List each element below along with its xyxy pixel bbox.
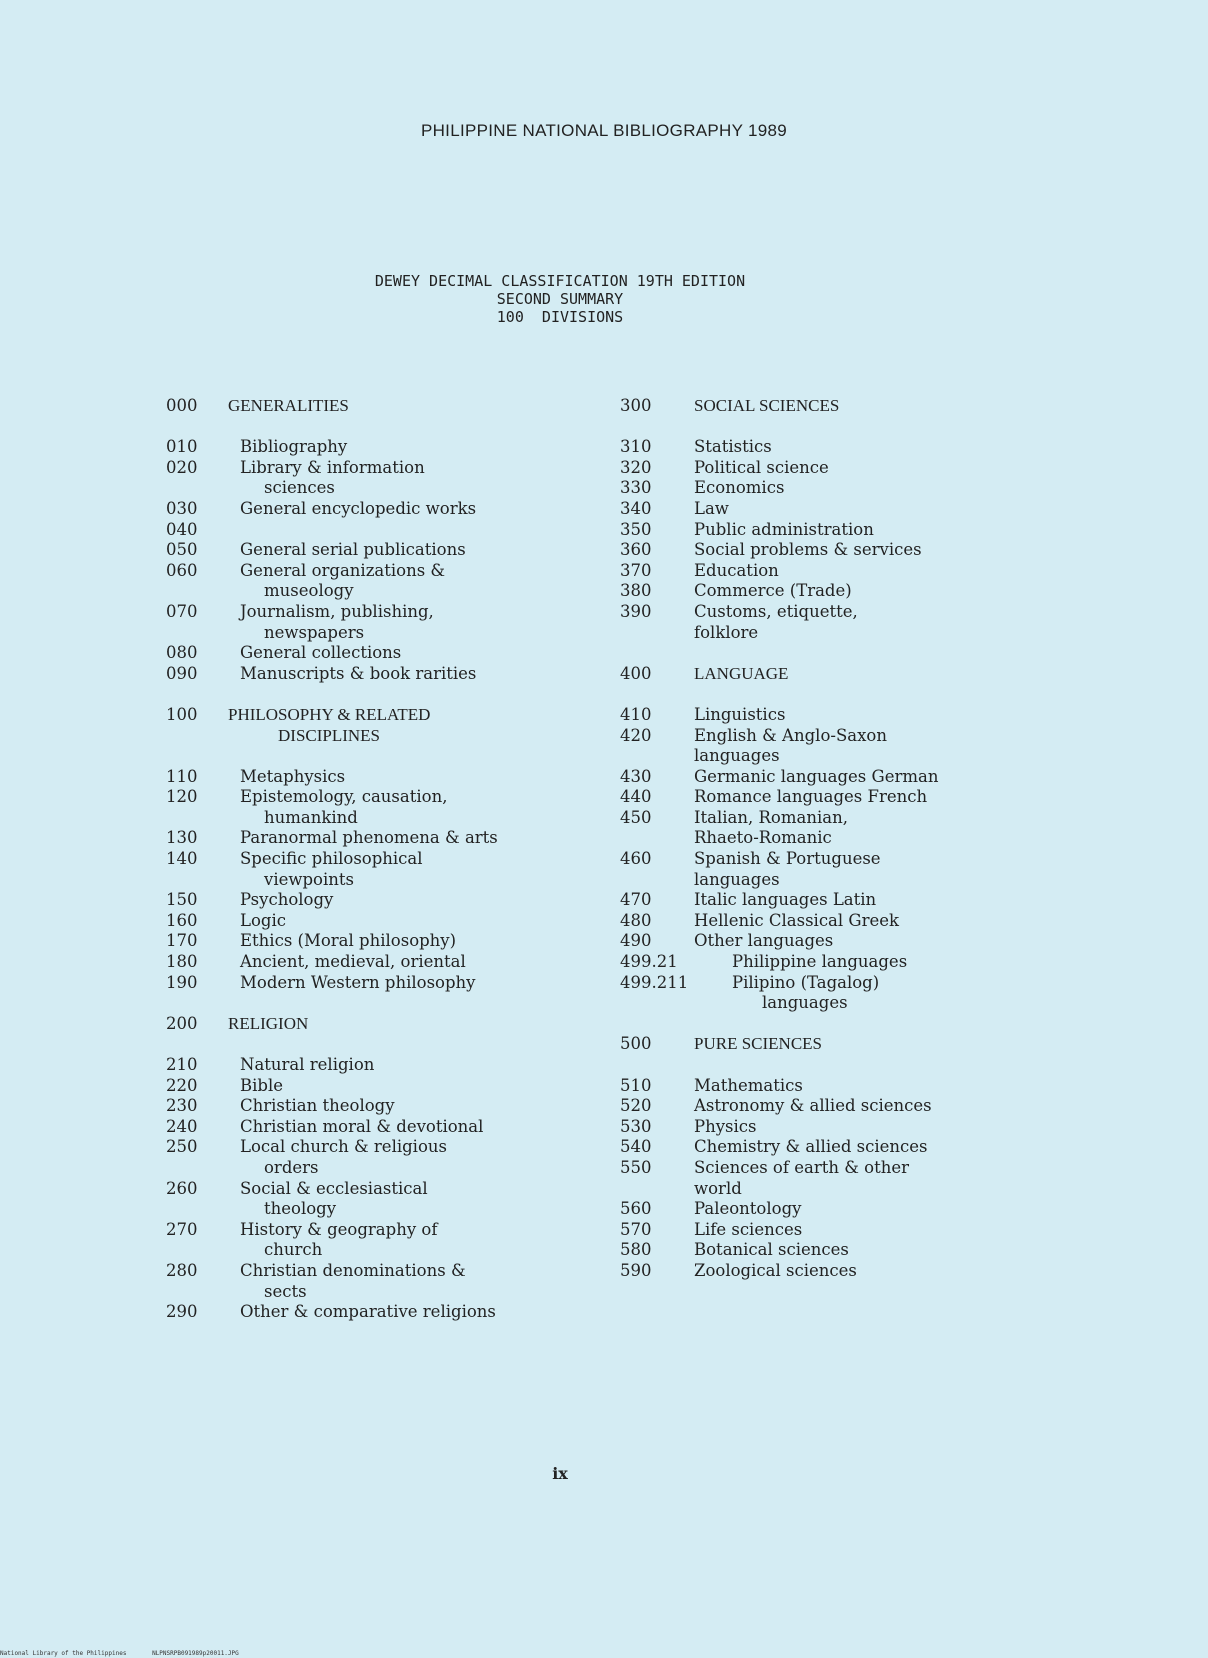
division-row xyxy=(620,1076,1040,1097)
division-text: Social problems & services xyxy=(694,540,922,560)
division-text: Manuscripts & book rarities xyxy=(240,663,477,683)
division-text: Spanish & Portuguese xyxy=(694,849,881,869)
class-number: 310 xyxy=(620,437,652,457)
division-row xyxy=(620,787,1040,808)
division-text: Law xyxy=(694,498,729,518)
spacer xyxy=(166,417,616,438)
division-text: Christian denominations & xyxy=(240,1260,466,1280)
class-number: 060 xyxy=(166,560,198,580)
division-text: Statistics xyxy=(694,437,772,457)
class-number: 520 xyxy=(620,1096,652,1116)
division-row xyxy=(166,643,616,664)
division-row xyxy=(620,1220,1040,1241)
division-row xyxy=(620,520,1040,541)
class-number: 380 xyxy=(620,581,652,601)
division-row xyxy=(620,1199,1040,1220)
division-row xyxy=(166,726,616,747)
class-number: 500 xyxy=(620,1034,652,1054)
division-text: Christian theology xyxy=(240,1096,395,1116)
class-number: 050 xyxy=(166,540,198,560)
scan-caption xyxy=(0,1650,261,1657)
division-text: Public administration xyxy=(694,519,874,539)
class-number: 530 xyxy=(620,1116,652,1136)
class-number: 190 xyxy=(166,972,198,992)
division-row xyxy=(166,787,616,808)
class-number: 480 xyxy=(620,910,652,930)
class-number: 030 xyxy=(166,498,198,518)
division-row xyxy=(166,1076,616,1097)
division-row xyxy=(620,931,1040,952)
division-text: Economics xyxy=(694,478,785,498)
class-number: 390 xyxy=(620,601,652,621)
division-row xyxy=(620,602,1040,623)
right-column xyxy=(620,396,1040,1282)
class-number: 330 xyxy=(620,478,652,498)
class-number: 170 xyxy=(166,931,198,951)
division-text: Local church & religious xyxy=(240,1137,447,1157)
division-row xyxy=(620,540,1040,561)
class-number: 000 xyxy=(166,396,198,415)
class-number: 280 xyxy=(166,1260,198,1280)
class-number: 230 xyxy=(166,1096,198,1116)
class-number: 290 xyxy=(166,1302,198,1322)
division-text: Paleontology xyxy=(694,1199,802,1219)
division-text-continued: sciences xyxy=(264,478,335,498)
subdivision-text-continued: languages xyxy=(762,993,848,1013)
class-number: 410 xyxy=(620,704,652,724)
division-text: English & Anglo-Saxon xyxy=(694,725,887,745)
division-row xyxy=(166,602,616,623)
division-text: Mathematics xyxy=(694,1075,803,1095)
class-number: 110 xyxy=(166,766,198,786)
class-number: 180 xyxy=(166,952,198,972)
division-row xyxy=(620,890,1040,911)
class-number: 490 xyxy=(620,931,652,951)
division-row xyxy=(620,1117,1040,1138)
division-row xyxy=(166,1220,616,1241)
division-text: Ethics (Moral philosophy) xyxy=(240,931,457,951)
division-text-continued: church xyxy=(264,1240,323,1260)
division-row xyxy=(620,499,1040,520)
division-text: Education xyxy=(694,560,779,580)
division-text: History & geography of xyxy=(240,1219,438,1239)
division-text: Zoological sciences xyxy=(694,1260,857,1280)
class-number: 510 xyxy=(620,1075,652,1095)
summary-subtitle: SECOND SUMMARY xyxy=(496,290,624,308)
scan-filename: NLPNSRPB091989p20011.JPG xyxy=(152,1650,239,1657)
division-row xyxy=(166,1261,616,1282)
spacer xyxy=(620,1055,1040,1076)
division-row xyxy=(166,767,616,788)
class-heading xyxy=(166,1014,616,1035)
class-number: 430 xyxy=(620,766,652,786)
class-number: 300 xyxy=(620,396,652,415)
page-header xyxy=(0,121,1208,141)
division-row xyxy=(620,911,1040,932)
division-text: Logic xyxy=(240,910,286,930)
class-number: 360 xyxy=(620,540,652,560)
class-number: 550 xyxy=(620,1157,652,1177)
class-number: 020 xyxy=(166,457,198,477)
spacer xyxy=(620,1014,1040,1035)
division-text: Other & comparative religions xyxy=(240,1302,496,1322)
class-number: 590 xyxy=(620,1260,652,1280)
division-row xyxy=(166,828,616,849)
class-number: 100 xyxy=(166,704,198,724)
class-number: 320 xyxy=(620,457,652,477)
left-column xyxy=(166,396,616,1323)
division-row xyxy=(166,1179,616,1200)
division-row xyxy=(166,499,616,520)
division-row xyxy=(620,581,1040,602)
division-row xyxy=(620,437,1040,458)
class-number: 460 xyxy=(620,849,652,869)
division-row xyxy=(620,849,1040,870)
division-row xyxy=(620,973,1040,994)
division-row xyxy=(166,540,616,561)
division-row xyxy=(620,623,1040,644)
class-number: 080 xyxy=(166,643,198,663)
division-text: Physics xyxy=(694,1116,757,1136)
class-number: 040 xyxy=(166,519,198,539)
division-row xyxy=(166,808,616,829)
division-text-continued: viewpoints xyxy=(264,869,354,889)
class-heading xyxy=(620,396,1040,417)
class-number: 210 xyxy=(166,1055,198,1074)
class-number: 090 xyxy=(166,663,198,683)
division-row xyxy=(166,1096,616,1117)
division-row xyxy=(620,1158,1040,1179)
class-number: 140 xyxy=(166,849,198,869)
class-heading xyxy=(620,1034,1040,1055)
division-row xyxy=(166,1055,616,1076)
class-heading xyxy=(166,705,616,726)
division-row xyxy=(620,870,1040,891)
division-text-continued: languages xyxy=(694,746,780,766)
division-text: Astronomy & allied sciences xyxy=(694,1096,932,1116)
division-text: Life sciences xyxy=(694,1219,803,1239)
division-text: General serial publications xyxy=(240,540,466,560)
division-row xyxy=(620,808,1040,829)
division-text: Chemistry & allied sciences xyxy=(694,1137,928,1157)
division-text: Sciences of earth & other xyxy=(694,1157,909,1177)
division-text: Metaphysics xyxy=(240,766,346,786)
division-text-continued: museology xyxy=(264,581,354,601)
division-text-continued: newspapers xyxy=(264,622,365,642)
class-number: 580 xyxy=(620,1240,652,1260)
spacer xyxy=(166,746,616,767)
division-text-continued: languages xyxy=(694,869,780,889)
division-text: Commerce (Trade) xyxy=(694,581,852,601)
subdivision-text: Philippine languages xyxy=(732,952,908,972)
division-text-continued: Rhaeto-Romanic xyxy=(694,828,832,848)
division-row xyxy=(166,1117,616,1138)
division-text-continued: orders xyxy=(264,1157,319,1177)
division-text: Italian, Romanian, xyxy=(694,807,848,827)
class-number: 370 xyxy=(620,560,652,580)
class-number: 570 xyxy=(620,1219,652,1239)
classification-title: DEWEY DECIMAL CLASSIFICATION 19TH EDITION xyxy=(374,272,746,290)
class-number: 400 xyxy=(620,663,652,683)
class-number: 450 xyxy=(620,807,652,827)
division-row xyxy=(620,1261,1040,1282)
division-text: Italic languages Latin xyxy=(694,890,877,910)
division-row xyxy=(166,1302,616,1323)
class-number: 070 xyxy=(166,601,198,621)
division-row xyxy=(166,561,616,582)
division-row xyxy=(166,911,616,932)
division-row xyxy=(166,1137,616,1158)
class-number: 540 xyxy=(620,1137,652,1157)
spacer xyxy=(166,1034,616,1055)
division-row xyxy=(620,705,1040,726)
division-row xyxy=(166,1158,616,1179)
class-heading-text: GENERALITIES xyxy=(228,396,349,415)
division-row xyxy=(620,952,1040,973)
division-text: Social & ecclesiastical xyxy=(240,1178,428,1198)
class-number: 440 xyxy=(620,787,652,807)
division-text-continued: sects xyxy=(264,1281,307,1301)
divisions-subtitle: 100 DIVISIONS xyxy=(496,308,624,326)
division-row xyxy=(166,973,616,994)
division-text: Hellenic Classical Greek xyxy=(694,910,900,930)
class-number: 150 xyxy=(166,890,198,910)
division-text-continued: humankind xyxy=(264,807,358,827)
division-text: Christian moral & devotional xyxy=(240,1116,484,1136)
division-row xyxy=(620,458,1040,479)
division-row xyxy=(166,870,616,891)
division-row xyxy=(620,746,1040,767)
division-text: Bibliography xyxy=(240,437,348,457)
division-row xyxy=(620,993,1040,1014)
division-text: General encyclopedic works xyxy=(240,498,477,518)
class-heading-text: PURE SCIENCES xyxy=(694,1034,822,1054)
division-text: Political science xyxy=(694,457,829,477)
division-row xyxy=(166,1282,616,1303)
division-row xyxy=(620,1179,1040,1200)
division-text: Other languages xyxy=(694,931,834,951)
division-text: General organizations & xyxy=(240,560,446,580)
division-row xyxy=(166,931,616,952)
division-text: Germanic languages German xyxy=(694,766,939,786)
division-row xyxy=(166,849,616,870)
division-row xyxy=(620,478,1040,499)
division-row xyxy=(166,458,616,479)
division-text: Botanical sciences xyxy=(694,1240,849,1260)
division-row xyxy=(620,1240,1040,1261)
spacer xyxy=(620,684,1040,705)
division-row xyxy=(166,478,616,499)
division-row xyxy=(166,623,616,644)
page-number: ix xyxy=(552,1464,568,1483)
class-heading xyxy=(620,664,1040,685)
spacer xyxy=(620,417,1040,438)
class-number: 340 xyxy=(620,498,652,518)
subdivision-number: 499.21 xyxy=(620,952,678,972)
bibliography-title: PHILIPPINE NATIONAL BIBLIOGRAPHY 1989 xyxy=(420,121,788,140)
class-number: 010 xyxy=(166,437,198,457)
division-row xyxy=(166,664,616,685)
class-number: 560 xyxy=(620,1199,652,1219)
spacer xyxy=(166,684,616,705)
division-text: General collections xyxy=(240,643,402,663)
subdivision-text: Pilipino (Tagalog) xyxy=(732,972,880,992)
division-row xyxy=(166,581,616,602)
class-number: 200 xyxy=(166,1013,198,1033)
class-heading-text: PHILOSOPHY & RELATED xyxy=(228,704,431,724)
class-number: 240 xyxy=(166,1116,198,1136)
class-heading xyxy=(166,396,616,417)
division-text: Bible xyxy=(240,1075,284,1095)
class-number: 160 xyxy=(166,910,198,930)
division-row xyxy=(166,890,616,911)
class-number: 260 xyxy=(166,1178,198,1198)
class-number: 350 xyxy=(620,519,652,539)
division-row xyxy=(620,1137,1040,1158)
division-text: Paranormal phenomena & arts xyxy=(240,828,498,848)
class-number: 250 xyxy=(166,1137,198,1157)
classification-title-block xyxy=(0,272,1120,326)
spacer xyxy=(166,993,616,1014)
division-text: Natural religion xyxy=(240,1055,375,1074)
division-row xyxy=(620,828,1040,849)
division-text: Modern Western philosophy xyxy=(240,972,476,992)
division-row xyxy=(166,520,616,541)
division-text-continued: folklore xyxy=(694,622,759,642)
division-row xyxy=(620,726,1040,747)
class-heading-text: LANGUAGE xyxy=(694,663,789,683)
division-text: Epistemology, causation, xyxy=(240,787,448,807)
class-number: 220 xyxy=(166,1075,198,1095)
division-text: Journalism, publishing, xyxy=(240,601,434,621)
class-number: 270 xyxy=(166,1219,198,1239)
division-row xyxy=(166,1199,616,1220)
division-text: Ancient, medieval, oriental xyxy=(240,952,466,972)
division-row xyxy=(620,767,1040,788)
spacer xyxy=(620,643,1040,664)
division-row xyxy=(166,952,616,973)
division-text: Psychology xyxy=(240,890,334,910)
division-row xyxy=(166,437,616,458)
division-text-continued: theology xyxy=(264,1199,337,1219)
division-text: Romance languages French xyxy=(694,787,928,807)
class-number: 130 xyxy=(166,828,198,848)
division-text: Specific philosophical xyxy=(240,849,423,869)
division-row xyxy=(620,1096,1040,1117)
class-number: 120 xyxy=(166,787,198,807)
subdivision-number: 499.211 xyxy=(620,972,689,992)
class-number: 420 xyxy=(620,725,652,745)
class-heading-text: SOCIAL SCIENCES xyxy=(694,396,840,415)
class-heading-continued: DISCIPLINES xyxy=(278,725,381,745)
library-name: National Library of the Philippines xyxy=(0,1650,127,1657)
division-text: Customs, etiquette, xyxy=(694,601,858,621)
class-number: 470 xyxy=(620,890,652,910)
class-heading-text: RELIGION xyxy=(228,1013,309,1033)
division-text: Linguistics xyxy=(694,704,786,724)
division-row xyxy=(166,1240,616,1261)
division-text-continued: world xyxy=(694,1178,742,1198)
division-text: Library & information xyxy=(240,457,425,477)
division-row xyxy=(620,561,1040,582)
